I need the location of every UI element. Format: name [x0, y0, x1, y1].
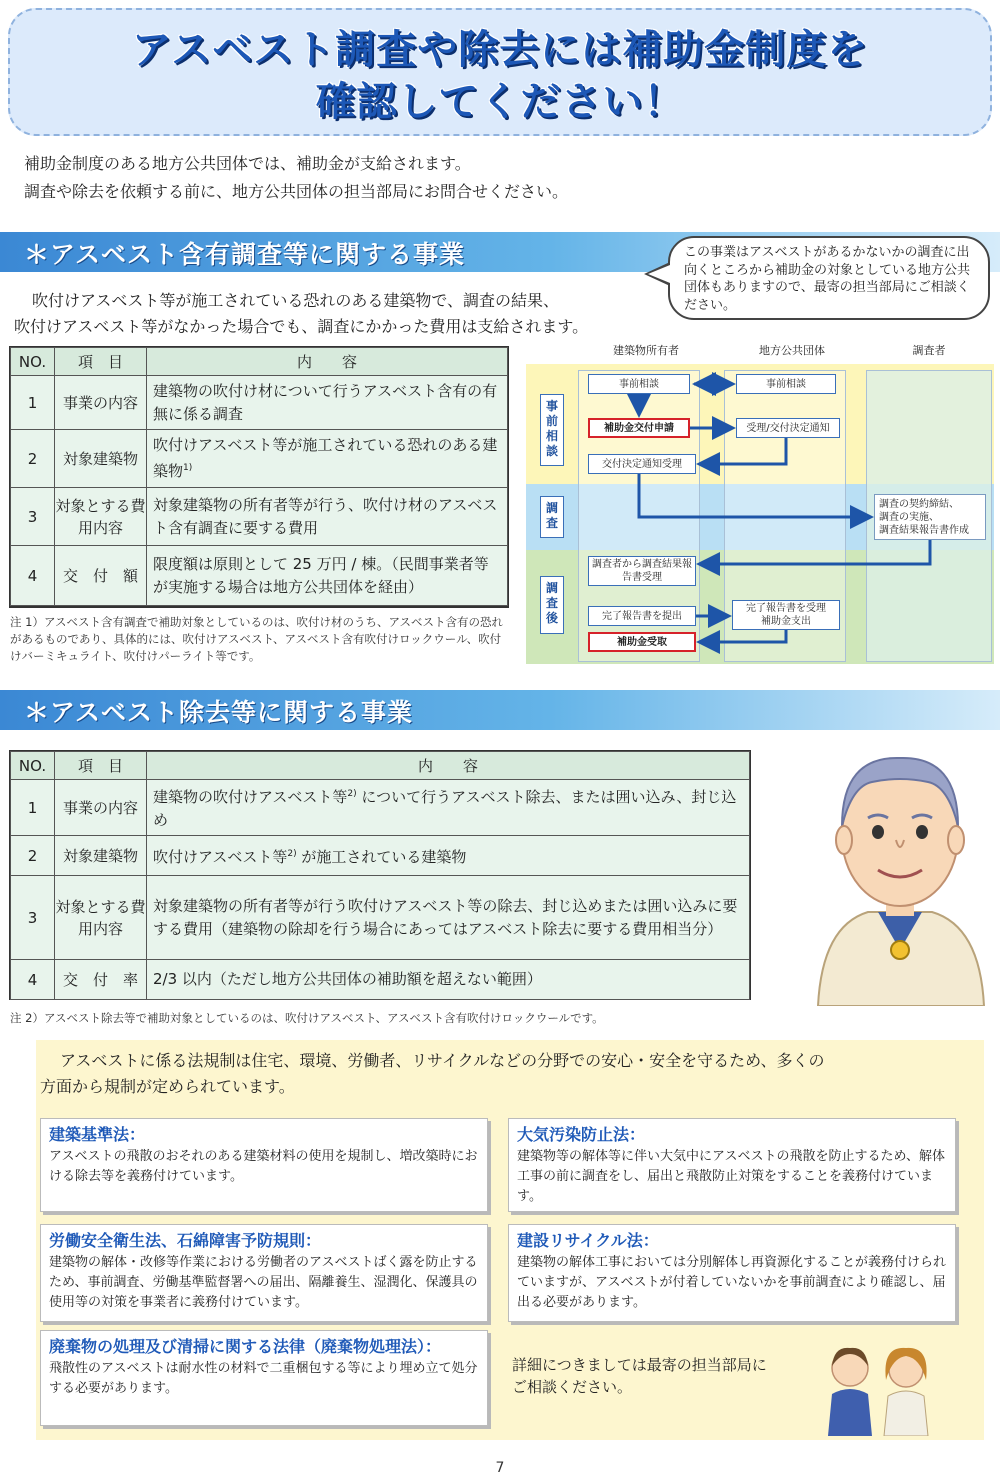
flow-step-owner-consult: 事前相談 [588, 374, 690, 394]
removal-footnote: 注 2）アスベスト除去等で補助対象としているのは、吹付けアスベスト、アスベスト含有吹付けロックウールです。 [10, 1011, 604, 1025]
law-title: 廃棄物の処理及び清掃に関する法律（廃棄物処理法）： [49, 1337, 442, 1356]
row-no: 3 [11, 876, 55, 960]
footnote-ref: 2) [347, 789, 357, 799]
page-number: 7 [495, 1460, 505, 1476]
flow-step-gov-consult: 事前相談 [736, 374, 836, 394]
row-content: 対象建築物の所有者等が行う吹付けアスベスト等の除去、封じ込めまたは囲い込みに要する費用（建築物の除却を行う場合にあってはアスベスト除去に要する費用相当分） [147, 876, 750, 960]
survey-callout: この事業はアスベストがあるかないかの調査に出向くところから補助金の対象としている地方公共団体もありますので、最寄の担当部局にご相談ください。 [668, 236, 990, 320]
intro-line-1: 補助金制度のある地方公共団体では、補助金が支給されます。 [24, 154, 471, 173]
col-header-no: NO. [11, 752, 55, 780]
flow-step-gov-notice: 受理/交付決定通知 [736, 418, 840, 438]
row-item: 対象とする費用内容 [55, 876, 147, 960]
subsidy-flow-diagram [526, 342, 994, 664]
row-content-text: 吹付けアスベスト等が施工されている恐れのある建築物 [153, 436, 498, 480]
law-box-construction-recycling [508, 1224, 956, 1322]
table-row [11, 488, 508, 546]
row-no: 1 [11, 376, 55, 430]
law-box-air-pollution [508, 1118, 956, 1212]
row-no: 3 [11, 488, 55, 546]
law-intro-line-1: アスベストに係る法規制は住宅、環境、労働者、リサイクルなどの分野での安心・安全を守るため、多くの [60, 1051, 825, 1070]
footnote-ref: 2) [287, 848, 297, 859]
survey-desc-line-1: 吹付けアスベスト等が施工されている恐れのある建築物で、調査の結果、 [32, 291, 560, 310]
law-box-occupational-safety [40, 1224, 488, 1322]
row-item: 事業の内容 [55, 376, 147, 430]
contact-advice-line-1: 詳細につきましては最寄の担当部局に [512, 1356, 767, 1374]
page-title [10, 24, 990, 128]
row-item: 交 付 額 [55, 546, 147, 606]
title-line-1: アスベスト調査や除去には補助金制度を [131, 27, 869, 73]
survey-description [14, 288, 644, 340]
row-content [147, 780, 750, 836]
row-content: 限度額は原則として 25 万円 / 棟。（民間事業者等が実施する場合は地方公共団体を経由） [147, 546, 508, 606]
contact-advice [512, 1354, 767, 1398]
survey-footnote: 注 1）アスベスト含有調査で補助対象としているのは、吹付け材のうち、アスベスト含有の恐れがあるものであり、具体的には、吹付けアスベスト、アスベスト含有吹付けロックウール、吹付けバーミキュライト、吹付けパーライト等です。 [10, 615, 504, 663]
law-body: 建築物の解体・改修等作業における労働者のアスベストばく露を防止するため、事前調査、労働基準監督署への届出、隔離養生、湿潤化、保護具の使用等の対策を事業者に義務付けています。 [49, 1255, 478, 1310]
flow-step-surveyor: 調査の契約締結、 調査の実施、 調査結果報告書作成 [874, 494, 986, 540]
law-intro-line-2: 方面から規制が定められています。 [40, 1077, 295, 1096]
flow-col-government: 地方公共団体 [759, 344, 825, 357]
row-item: 事業の内容 [55, 780, 147, 836]
flow-step-gov-payment: 完了報告書を受理 補助金支出 [732, 600, 840, 630]
removal-table [10, 751, 750, 1000]
row-item: 対象とする費用内容 [55, 488, 147, 546]
row-content-a: 建築物の吹付けアスベスト等 [153, 788, 348, 806]
col-header-item: 項 目 [55, 752, 147, 780]
row-item: 交 付 率 [55, 960, 147, 1000]
row-content: 対象建築物の所有者等が行う、吹付け材のアスベスト含有調査に要する費用 [147, 488, 508, 546]
row-content [147, 430, 508, 488]
intro-line-2: 調査や除去を依頼する前に、地方公共団体の担当部局にお問合せください。 [24, 182, 569, 201]
row-content [147, 836, 750, 876]
law-box-waste-management [40, 1330, 488, 1426]
row-no: 2 [11, 836, 55, 876]
law-title: 建築基準法： [49, 1125, 146, 1144]
flow-step-report-receipt: 調査者から調査結果報告書受理 [588, 556, 696, 586]
law-title: 大気汚染防止法： [517, 1125, 646, 1144]
survey-section-title: ＊アスベスト含有調査等に関する事業 [24, 240, 466, 269]
survey-desc-line-2: 吹付けアスベスト等がなかった場合でも、調査にかかった費用は支給されます。 [14, 317, 589, 336]
row-no: 4 [11, 546, 55, 606]
row-content-b: が施工されている建築物 [296, 847, 467, 866]
row-no: 2 [11, 430, 55, 488]
table-row [11, 836, 750, 876]
col-header-item: 項 目 [55, 348, 147, 376]
law-title: 労働安全衛生法、石綿障害予防規則： [49, 1231, 322, 1250]
law-body: 飛散性のアスベストは耐水性の材料で二重梱包する等により埋め立て処分する必要があります。 [49, 1361, 478, 1396]
law-box-building-standards [40, 1118, 488, 1212]
callout-tail-inner [648, 265, 670, 283]
removal-section-title: ＊アスベスト除去等に関する事業 [24, 698, 414, 727]
flow-step-receive-subsidy: 補助金受取 [588, 632, 696, 652]
flow-col-surveyor: 調査者 [912, 344, 946, 357]
table-row [11, 876, 750, 960]
row-content: 2/3 以内（ただし地方公共団体の補助額を超えない範囲） [147, 960, 750, 1000]
row-no: 1 [11, 780, 55, 836]
flow-step-apply: 補助金交付申請 [588, 418, 690, 438]
row-content-a: 吹付けアスベスト等 [153, 847, 288, 866]
col-header-content: 内 容 [147, 348, 508, 376]
title-banner [8, 8, 992, 136]
contact-advice-line-2: ご相談ください。 [512, 1378, 633, 1396]
row-item: 対象建築物 [55, 836, 147, 876]
footnote-ref: 1) [183, 463, 193, 473]
flow-step-submit-report: 完了報告書を提出 [588, 606, 696, 626]
removal-section-heading [0, 690, 1000, 730]
col-header-no: NO. [11, 348, 55, 376]
flow-arrows [526, 342, 994, 664]
row-item: 対象建築物 [55, 430, 147, 488]
intro-text [24, 150, 984, 206]
flow-step-notice-receipt: 交付決定通知受理 [588, 454, 696, 474]
row-content: 建築物の吹付け材について行うアスベスト含有の有無に係る調査 [147, 376, 508, 430]
law-intro [40, 1048, 980, 1100]
law-body: 建築物の解体工事においては分別解体し再資源化することが義務付けられていますが、アスベストが付着していないかを事前調査により確認し、届出る必要があります。 [517, 1255, 947, 1310]
row-no: 4 [11, 960, 55, 1000]
title-line-2: 確認してください！ [315, 79, 685, 125]
flow-col-owner: 建築物所有者 [613, 344, 679, 357]
table-row [11, 430, 508, 488]
table-row [11, 546, 508, 606]
phase-pre: 事 前 相 談 [540, 394, 564, 466]
phase-post: 調 査 後 [540, 576, 564, 634]
table-row [11, 960, 750, 1000]
law-title: 建設リサイクル法： [517, 1231, 659, 1250]
staff-couple-illustration [820, 1336, 940, 1436]
elderly-man-illustration [808, 736, 992, 1006]
survey-table [10, 347, 508, 606]
law-body: 建築物等の解体等に伴い大気中にアスベストの飛散を防止するため、解体工事の前に調査をし、届出と飛散防止対策をすることを義務付けています。 [517, 1149, 945, 1204]
row-content-b: について行うアスベスト除去、または囲い込み、封じ込め [153, 788, 737, 829]
law-body: アスベストの飛散のおそれのある建築材料の使用を規制し、増改築時における除去等を義務付けています。 [49, 1149, 478, 1184]
phase-survey: 調 査 [540, 496, 564, 538]
table-row [11, 780, 750, 836]
table-row [11, 376, 508, 430]
col-header-content: 内 容 [147, 752, 750, 780]
